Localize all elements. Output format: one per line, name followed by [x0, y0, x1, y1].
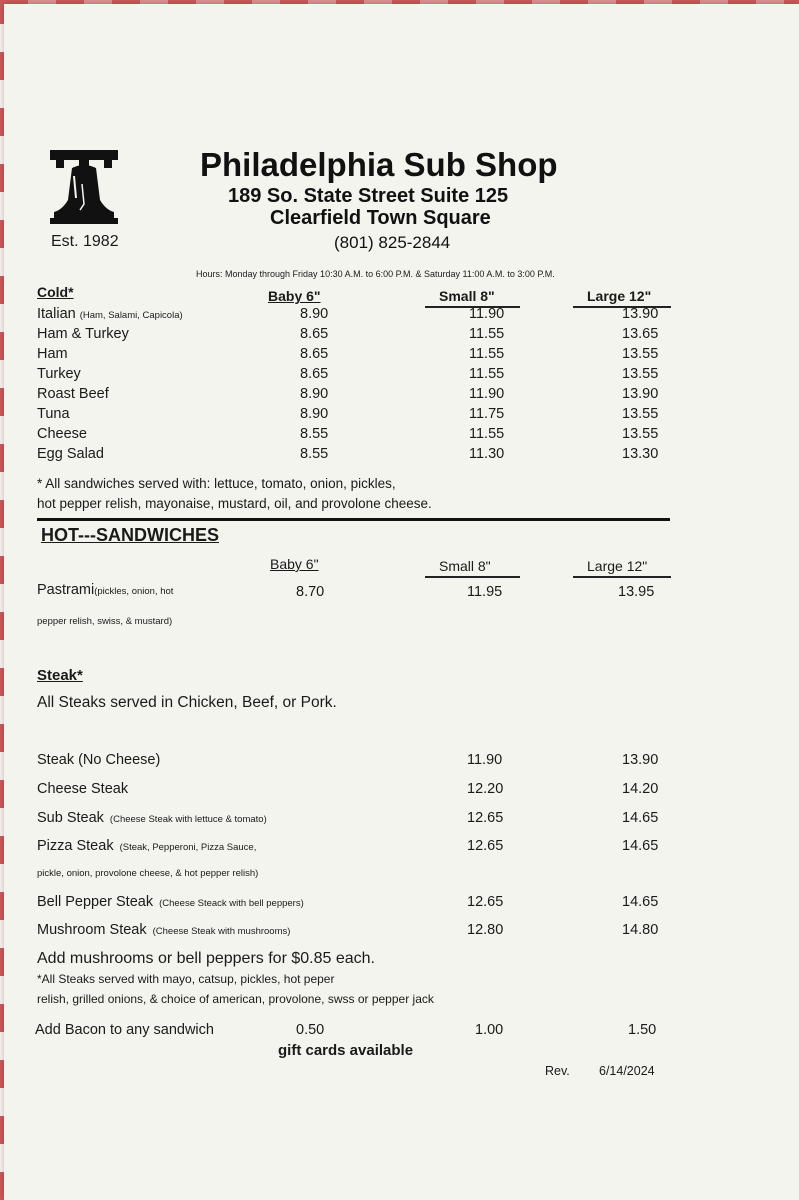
steak-item-small-price: 12.65 [467, 810, 504, 826]
bacon-small-price: 1.00 [475, 1022, 504, 1038]
pastrami-note-1: (pickles, onion, hot [94, 586, 174, 597]
cold-item-large-price: 13.90 [622, 306, 659, 322]
steak-item-row [37, 894, 304, 910]
cold-item-baby-price: 8.90 [300, 306, 329, 322]
address-line-2: Clearfield Town Square [270, 207, 491, 229]
hot-small-underline [425, 576, 520, 578]
steak-addon-text: Add mushrooms or bell peppers for $0.85 each. [37, 950, 375, 967]
steak-item-large-price: 13.90 [622, 752, 659, 768]
cold-item-large-price: 13.65 [622, 326, 659, 342]
cold-item-small-price: 11.30 [469, 446, 505, 462]
cold-item-large-price: 13.55 [622, 426, 659, 442]
hot-col-baby-header: Baby 6" [270, 556, 319, 572]
cold-item-name: Ham [37, 346, 68, 362]
cold-item-small-price: 11.90 [469, 306, 505, 322]
cold-item-name: Egg Salad [37, 446, 104, 462]
cold-item-row [37, 426, 87, 442]
steak-item-small-price: 11.90 [467, 752, 503, 768]
col-large-header: Large 12" [587, 288, 652, 304]
hot-col-large-header: Large 12" [587, 558, 648, 574]
shop-name: Philadelphia Sub Shop [200, 146, 558, 183]
pizza-steak-note-2: pickle, onion, provolone cheese, & hot pepper relish) [37, 868, 259, 879]
address-line-1: 189 So. State Street Suite 125 [228, 185, 509, 207]
pastrami-row [37, 582, 173, 598]
steak-item-large-price: 14.65 [622, 894, 659, 910]
steak-item-row [37, 752, 160, 768]
cold-item-name: Tuna [37, 406, 70, 422]
cold-item-small-price: 11.55 [469, 426, 505, 442]
col-small-header: Small 8" [439, 288, 495, 304]
pastrami-baby-price: 8.70 [296, 584, 325, 600]
cold-item-note: (Ham, Salami, Capicola) [79, 310, 183, 321]
cold-item-baby-price: 8.65 [300, 366, 329, 382]
pastrami-small-price: 11.95 [467, 584, 503, 600]
cold-item-large-price: 13.55 [622, 406, 659, 422]
steak-item-note: (Cheese Steak with lettuce & tomato) [109, 814, 267, 825]
cold-item-name: Roast Beef [37, 386, 109, 402]
cold-heading: Cold* [37, 284, 74, 300]
steak-item-row [37, 838, 256, 854]
menu-sheet [4, 4, 799, 1200]
cold-item-small-price: 11.90 [469, 386, 505, 402]
steak-item-large-price: 14.80 [622, 922, 659, 938]
steak-item-row [37, 810, 267, 826]
cold-item-row [37, 306, 183, 322]
hours-text: Hours: Monday through Friday 10:30 A.M. to 6:00 P.M. & Saturday 11:00 A.M. to 3:00 P.M. [196, 269, 555, 279]
steak-item-large-price: 14.20 [622, 781, 659, 797]
steak-item-name: Sub Steak [37, 810, 104, 826]
cold-item-baby-price: 8.65 [300, 326, 329, 342]
bacon-baby-price: 0.50 [296, 1022, 325, 1038]
steak-item-note: (Cheese Steack with bell peppers) [159, 898, 304, 909]
steak-heading: Steak* [37, 667, 83, 684]
steak-item-large-price: 14.65 [622, 810, 659, 826]
phone-number: (801) 825-2844 [334, 233, 451, 252]
cold-item-baby-price: 8.55 [300, 426, 329, 442]
cold-item-small-price: 11.55 [469, 326, 505, 342]
cold-item-row [37, 366, 81, 382]
revision-date: 6/14/2024 [599, 1064, 655, 1078]
hot-col-small-header: Small 8" [439, 558, 491, 574]
bacon-large-price: 1.50 [628, 1022, 657, 1038]
steak-item-small-price: 12.65 [467, 838, 504, 854]
cold-item-baby-price: 8.55 [300, 446, 329, 462]
cold-item-row [37, 386, 109, 402]
steak-subtitle: All Steaks served in Chicken, Beef, or Pork. [37, 694, 337, 711]
cold-item-large-price: 13.55 [622, 366, 659, 382]
steak-item-note: (Cheese Steak with mushrooms) [152, 926, 291, 937]
cold-item-name: Cheese [37, 426, 87, 442]
revision-label: Rev. [545, 1064, 570, 1078]
pastrami-large-price: 13.95 [618, 584, 655, 600]
steak-item-name: Steak (No Cheese) [37, 752, 161, 768]
steak-item-name: Cheese Steak [37, 781, 129, 797]
cold-item-row [37, 346, 68, 362]
pastrami-note-2: pepper relish, swiss, & mustard) [37, 616, 173, 627]
cold-item-large-price: 13.90 [622, 386, 659, 402]
cold-item-small-price: 11.55 [469, 366, 505, 382]
steak-footnote-1: *All Steaks served with mayo, catsup, pickles, hot peper [37, 972, 335, 986]
steak-item-large-price: 14.65 [622, 838, 659, 854]
steak-item-name: Pizza Steak [37, 838, 114, 854]
pastrami-name: Pastrami [37, 582, 95, 598]
steak-item-small-price: 12.65 [467, 894, 504, 910]
steak-item-row [37, 781, 128, 797]
liberty-bell-icon [46, 148, 122, 228]
steak-item-small-price: 12.80 [467, 922, 504, 938]
cold-item-small-price: 11.55 [469, 346, 505, 362]
cold-footnote-1: * All sandwiches served with: lettuce, tomato, onion, pickles, [37, 476, 396, 491]
cold-item-large-price: 13.30 [622, 446, 659, 462]
cold-item-baby-price: 8.90 [300, 406, 329, 422]
cold-item-baby-price: 8.90 [300, 386, 329, 402]
cold-item-name: Italian [37, 306, 76, 322]
cold-item-name: Turkey [37, 366, 81, 382]
hot-large-underline [573, 576, 671, 578]
established-text: Est. 1982 [51, 233, 119, 250]
cold-item-small-price: 11.75 [469, 406, 505, 422]
steak-item-name: Mushroom Steak [37, 922, 147, 938]
steak-item-note: (Steak, Pepperoni, Pizza Sauce, [119, 842, 257, 853]
cold-item-row [37, 446, 104, 462]
bacon-label: Add Bacon to any sandwich [35, 1022, 214, 1038]
cold-item-name: Ham & Turkey [37, 326, 129, 342]
cold-footnote-2: hot pepper relish, mayonaise, mustard, oil, and provolone cheese. [37, 496, 432, 511]
hot-heading: HOT---SANDWICHES [41, 525, 219, 545]
cold-item-row [37, 406, 70, 422]
col-baby-header: Baby 6" [268, 288, 321, 304]
steak-item-small-price: 12.20 [467, 781, 504, 797]
steak-item-name: Bell Pepper Steak [37, 894, 154, 910]
cold-item-baby-price: 8.65 [300, 346, 329, 362]
steak-footnote-2: relish, grilled onions, & choice of american, provolone, swss or pepper jack [37, 992, 434, 1006]
cold-item-row [37, 326, 129, 342]
gift-cards-text: gift cards available [278, 1042, 414, 1059]
cold-item-large-price: 13.55 [622, 346, 659, 362]
section-divider [37, 518, 670, 521]
steak-item-row [37, 922, 290, 938]
